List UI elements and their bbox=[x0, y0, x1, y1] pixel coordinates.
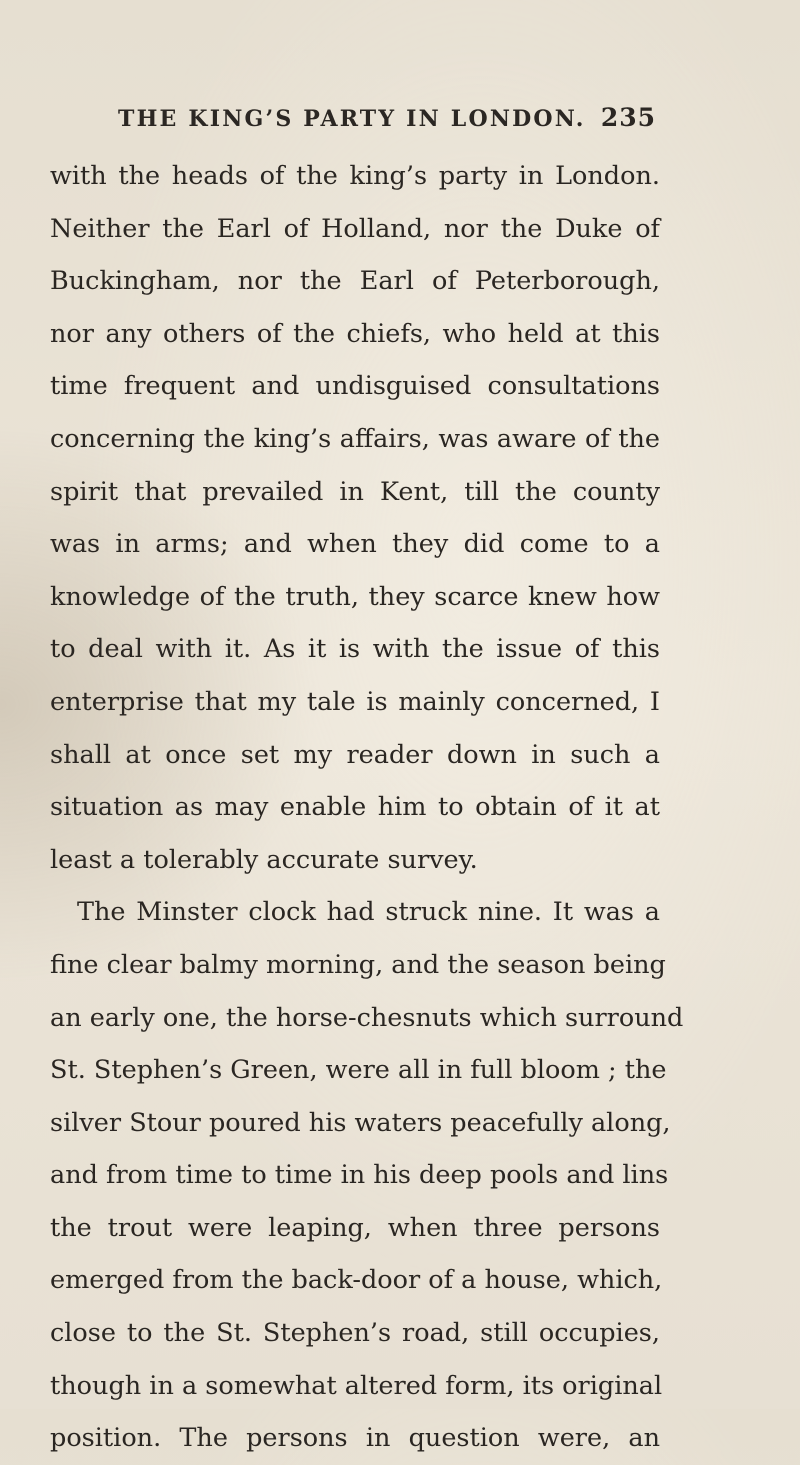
text-line: time frequent and undisguised consultations bbox=[50, 371, 660, 402]
text-line: was in arms; and when they did come to a bbox=[50, 529, 660, 560]
page-number: 235 bbox=[600, 103, 656, 132]
text-line: and from time to time in his deep pools and lins bbox=[50, 1160, 669, 1191]
text-line: with the heads of the king’s party in London. bbox=[50, 161, 660, 191]
text-line: concerning the king’s affairs, was aware of the bbox=[50, 423, 660, 454]
running-title: THE KING’S PARTY IN LONDON. bbox=[118, 106, 586, 132]
text-line: fine clear balmy morning, and the season being bbox=[50, 949, 666, 980]
text-line: enterprise that my tale is mainly concerned, I bbox=[50, 686, 660, 717]
running-head bbox=[118, 103, 656, 143]
body-text bbox=[50, 150, 684, 1465]
text-line: position. The persons in question were, an bbox=[50, 1423, 660, 1454]
text-line: least a tolerably accurate survey. bbox=[50, 844, 478, 875]
text-line: The Minster clock had struck nine. It was a bbox=[77, 897, 660, 928]
text-line: Buckingham, nor the Earl of Peterborough, bbox=[50, 266, 660, 297]
text-line: an early one, the horse-chesnuts which surround bbox=[50, 1002, 684, 1033]
text-line: knowledge of the truth, they scarce knew how bbox=[50, 581, 660, 612]
text-line: St. Stephen’s Green, were all in full bloom ; the bbox=[50, 1055, 667, 1086]
text-line: shall at once set my reader down in such a bbox=[50, 739, 660, 770]
text-line: nor any others of the chiefs, who held at this bbox=[50, 318, 660, 349]
text-line: emerged from the back-door of a house, which, bbox=[50, 1265, 663, 1296]
text-line: the trout were leaping, when three persons bbox=[50, 1212, 660, 1243]
text-line: to deal with it. As it is with the issue of this bbox=[50, 634, 660, 665]
text-line: close to the St. Stephen’s road, still occupies, bbox=[50, 1318, 660, 1349]
text-line: situation as may enable him to obtain of it at bbox=[50, 792, 660, 823]
text-line: silver Stour poured his waters peacefully along, bbox=[50, 1107, 671, 1138]
text-line: Neither the Earl of Holland, nor the Duke of bbox=[50, 213, 660, 244]
text-line: though in a somewhat altered form, its original bbox=[50, 1370, 663, 1401]
text-line: spirit that prevailed in Kent, till the county bbox=[50, 476, 660, 507]
